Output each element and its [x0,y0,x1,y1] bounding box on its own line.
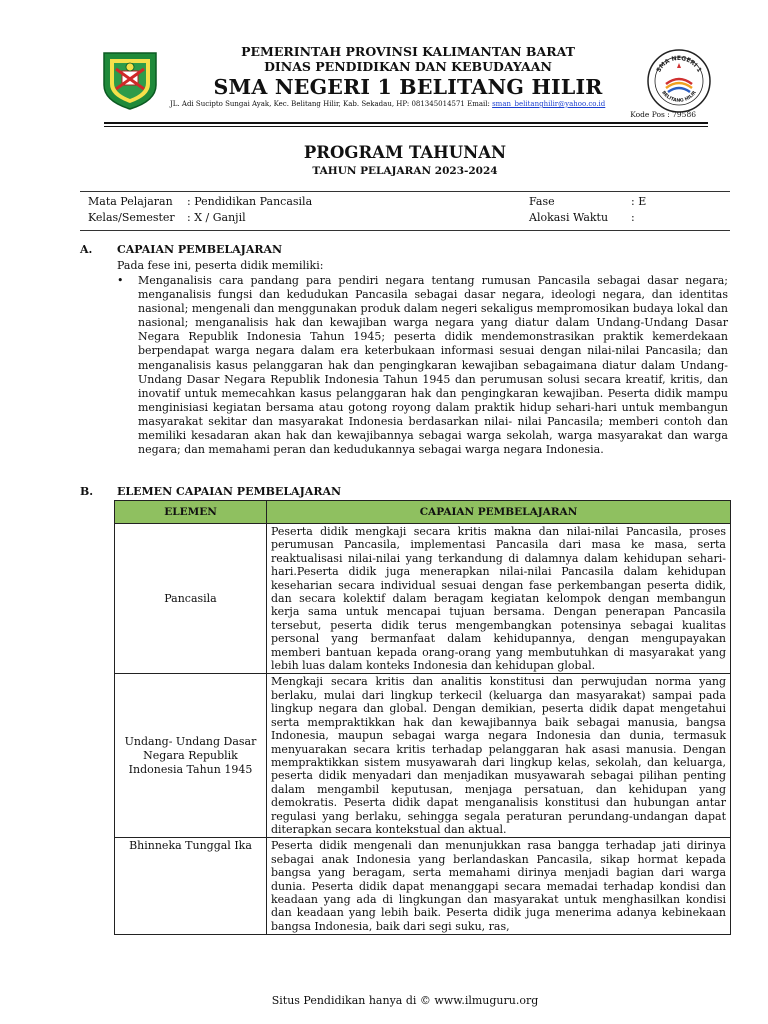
section-a-intro: Pada fese ini, peserta didik memiliki: [117,259,324,272]
section-b-title: ELEMEN CAPAIAN PEMBELAJARAN [117,485,342,498]
time-allocation-label: Alokasi Waktu [529,211,609,224]
column-header-element: ELEMEN [115,501,267,524]
achievement-cell: Peserta didik mengenali dan menunjukkan rasa bangga terhadap jati dirinya sebagai anak Indonesia yang berlandaskan Pancasila, sikap hormat kepada bangsa yang beragam, serta memahami dirinya menjadi bagian dari warga dunia. Peserta didik dapat menanggapi secara memadai terhadap kondisi dan keadaan yang ada di lingkungan dan masyarakat untuk menghasilkan kondisi dan keadaan yang lebih baik. Peserta didik juga menerima adanya kebinekaan bangsa Indonesia, baik dari segi suku, ras, [267,838,731,935]
section-a-letter: A. [80,243,93,256]
seal-top-text: SMA NEGERI 1 [655,54,703,74]
postal-code: Kode Pos : 79586 [630,110,696,119]
achievement-cell: Peserta didik mengkaji secara kritis makna dan nilai-nilai Pancasila, proses perumusan Pancasila, implementasi Pancasila dari masa ke masa, serta reaktualisasi nilai-nilai yang terkandung di dalamnya dalam kehidupan sehari-hari.Peserta didik juga menerapkan nilai-nilai Pancasila dalam kehidupan keseharian secara individual sesuai dengan fase perkembangan peserta didik, dan secara kolektif dalam beragam kegiatan kelompok dengan membangun kerja sama untuk mencapai tujuan bersama. Dengan penerapan Pancasila tersebut, peserta didik terus mengembangkan potensinya sebagai kualitas personal yang bermanfaat dalam kehidupannya, dengan mengupayakan memberi bantuan kepada orang-orang yang membutuhkan di masyarakat yang lebih luas dalam konteks Indonesia dan kehidupan global. [267,524,731,674]
document-title: PROGRAM TAHUNAN [303,143,507,162]
class-label: Kelas/Semester [88,211,175,224]
department-name: DINAS PENDIDIKAN DAN KEBUDAYAAN [264,59,552,74]
achievement-table [114,500,731,935]
table-header-row [115,501,731,524]
page-footer: Situs Pendidikan hanya di © www.ilmuguru.org [271,994,539,1007]
government-name: PEMERINTAH PROVINSI KALIMANTAN BARAT [241,44,575,59]
achievement-cell: Mengkaji secara kritis dan analitis konstitusi dan perwujudan norma yang berlaku, mulai dari lingkup terkecil (keluarga dan masyarakat) sampai pada lingkup negara dan global. Dengan demikian, peserta didik dapat mengetahui serta mempraktikkan hak dan kewajibannya baik sebagai manusia, bangsa Indonesia, maupun sebagai warga negara Indonesia dan dunia, termasuk menyuarakan secara kritis terhadap pelanggaran hak asasi manusia. Dengan mempraktikkan sistem musyawarah dari lingkup kelas, sekolah, dan keluarga, peserta didik menyadari dan menjadikan musyawarah sebagai pilihan penting dalam mengambil keputusan, menjaga persatuan, dan kehidupan yang demokratis. Peserta didik dapat menganalisis konstitusi dan hubungan antar regulasi yang berlaku, sehingga segala peraturan perundang-undangan dapat diterapkan secara kontekstual dan aktual. [267,674,731,838]
class-value: : X / Ganjil [187,211,246,224]
bullet-icon: • [117,274,124,287]
column-header-achievement: CAPAIAN PEMBELAJARAN [267,501,731,524]
phase-label: Fase [529,195,555,208]
table-row [115,838,731,935]
section-a-paragraph: Menganalisis cara pandang para pendiri negara tentang rumusan Pancasila sebagai dasar negara; menganalisis fungsi dan kedudukan Pancasila sebagai dasar negara, ideologi negara, dan identitas nasional; mengenali dan menggunakan produk dalam negeri sekaligus mempromosikan budaya lokal dan nasional; menganalisis hak dan kewajiban warga negara yang diatur dalam Undang-Undang Dasar Negara Republik Indonesia Tahun 1945; peserta didik mendemonstrasikan praktik kemerdekaan berpendapat warga negara dalam era keterbukaan informasi sesuai dengan nilai-nilai Pancasila; dan menganalisis kasus pelanggaran hak dan pengingkaran kewajiban sebagaimana diatur dalam Undang-Undang Dasar Negara Republik Indonesia Tahun 1945 dan perumusan solusi secara kreatif, kritis, dan inovatif untuk memecahkan kasus pelanggaran hak dan pengingkaran kewajiban. Peserta didik mampu menginisiasi kegiatan bersama atau gotong royong dalam praktik hidup sehari-hari untuk membangun masyarakat sekitar dan masyarakat Indonesia berdasarkan nilai- nilai Pancasila; memberi contoh dan memiliki kesadaran akan hak dan kewajibannya sebagai warga sekolah, warga masyarakat dan warga negara; dan memahami peran dan kedudukannya sebagai warga negara Indonesia. [138,274,728,457]
time-allocation-value: : [631,211,635,224]
school-name: SMA NEGERI 1 BELITANG HILIR [213,75,603,99]
phase-value: : E [631,195,647,208]
school-email-link[interactable]: sman_belitanghilir@yahoo.co.id [492,100,606,108]
element-cell: Bhinneka Tunggal Ika [115,838,267,935]
subject-value: : Pendidikan Pancasila [187,195,313,208]
seal-bottom-text: BELITANG HILIR [660,90,698,104]
table-row [115,674,731,838]
address-text: JL. Adi Sucipto Sungai Ayak, Kec. Belitang Hilir, Kab. Sekadau, HP: 081345014571 Email: [170,100,493,108]
table-row [115,524,731,674]
section-a-title: CAPAIAN PEMBELAJARAN [117,243,283,256]
element-cell: Pancasila [115,524,267,674]
section-b-letter: B. [80,485,94,498]
academic-year: TAHUN PELAJARAN 2023-2024 [312,165,498,177]
element-cell: Undang- Undang Dasar Negara Republik Indonesia Tahun 1945 [115,674,267,838]
subject-label: Mata Pelajaran [88,195,173,208]
